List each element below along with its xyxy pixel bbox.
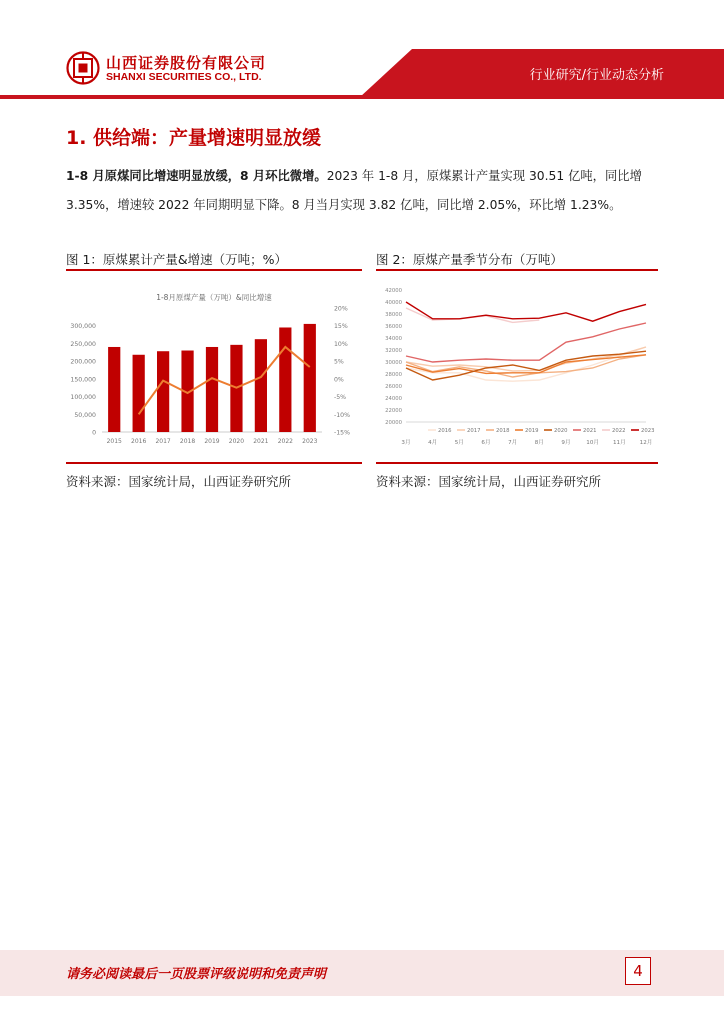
chart-2-ytick-label: 26000 bbox=[385, 384, 402, 391]
chart-1-bar bbox=[206, 347, 218, 432]
chart-1-xtick-label: 2020 bbox=[228, 438, 245, 445]
chart-1-y2tick-label: 15% bbox=[334, 323, 348, 331]
chart-1-xtick-label: 2022 bbox=[277, 438, 293, 445]
chart-1-y2tick-label: -15% bbox=[334, 429, 350, 437]
chart-2-xtick-label: 3月 bbox=[401, 440, 411, 446]
chart-1-ytick-label: 100,000 bbox=[70, 394, 96, 402]
section-title: 1. 供给端：产量增速明显放缓 bbox=[66, 127, 322, 149]
figure-1-top-rule bbox=[66, 269, 362, 271]
chart-2-ytick-label: 30000 bbox=[385, 360, 402, 367]
figure-2-bottom-rule bbox=[376, 462, 658, 464]
chart-2-legend-label: 2021 bbox=[583, 428, 597, 434]
figure-2-chart bbox=[376, 282, 658, 458]
chart-1-bar bbox=[279, 327, 291, 432]
page-number: 4 bbox=[625, 957, 651, 985]
figure-2-top-rule bbox=[376, 269, 658, 271]
chart-2-ytick-label: 28000 bbox=[385, 372, 402, 379]
report-type: 行业研究/行业动态分析 bbox=[529, 68, 664, 83]
figure-2-caption: 图 2：原煤产量季节分布（万吨） bbox=[376, 252, 563, 267]
chart-2-ytick-label: 34000 bbox=[385, 336, 402, 343]
chart-2-ytick-label: 38000 bbox=[385, 312, 402, 319]
chart-1-xtick-label: 2016 bbox=[131, 438, 147, 445]
chart-1-xtick-label: 2018 bbox=[179, 438, 196, 445]
chart-2-xtick-label: 6月 bbox=[481, 440, 491, 446]
chart-2-legend-label: 2023 bbox=[641, 428, 655, 434]
chart-1-y2tick-label: 0% bbox=[334, 376, 344, 384]
chart-2-ytick-label: 40000 bbox=[385, 300, 402, 307]
chart-1-xtick-label: 2015 bbox=[106, 438, 122, 445]
chart-1-ytick-label: 200,000 bbox=[70, 358, 96, 366]
chart-1-y2tick-label: 10% bbox=[334, 340, 348, 348]
chart-1-bar bbox=[157, 351, 169, 432]
chart-1-bar bbox=[133, 355, 145, 432]
figure-2-source: 资料来源：国家统计局，山西证券研究所 bbox=[376, 474, 602, 489]
paragraph-line-1 bbox=[66, 166, 642, 184]
header-rule bbox=[0, 95, 724, 99]
company-name-cn: 山西证券股份有限公司 bbox=[106, 54, 267, 72]
chart-1-y2tick-label: 5% bbox=[334, 358, 344, 366]
paragraph-lead: 1-8 月原煤同比增速明显放缓，8 月环比微增。 bbox=[66, 169, 327, 183]
figure-1-chart bbox=[66, 282, 362, 458]
chart-2-legend-label: 2017 bbox=[467, 428, 481, 434]
chart-1-xtick-label: 2023 bbox=[302, 438, 318, 445]
page-header bbox=[0, 0, 724, 100]
chart-1-y2tick-label: -10% bbox=[334, 411, 350, 419]
chart-1-xtick-label: 2017 bbox=[155, 438, 171, 445]
chart-2-ytick-label: 20000 bbox=[385, 420, 402, 427]
chart-1-title: 1-8月原煤产量（万吨）&同比增速 bbox=[156, 293, 272, 302]
chart-1-bar bbox=[304, 324, 316, 432]
chart-1-ytick-label: 150,000 bbox=[70, 376, 96, 384]
chart-2-xtick-label: 4月 bbox=[428, 440, 438, 446]
chart-1-bar bbox=[108, 347, 120, 432]
chart-1-bar bbox=[255, 339, 267, 432]
chart-2-ytick-label: 22000 bbox=[385, 408, 402, 415]
chart-2-ytick-label: 24000 bbox=[385, 396, 402, 403]
chart-1-ytick-label: 50,000 bbox=[74, 411, 96, 419]
chart-2-legend-label: 2020 bbox=[554, 428, 568, 434]
chart-2-series-line bbox=[406, 347, 646, 381]
footer-disclaimer[interactable]: 请务必阅读最后一页股票评级说明和免责声明 bbox=[66, 967, 327, 982]
chart-2-legend-label: 2022 bbox=[612, 428, 626, 434]
chart-2-xtick-label: 12月 bbox=[639, 440, 653, 446]
chart-2-xtick-label: 11月 bbox=[612, 440, 626, 446]
chart-2-xtick-label: 7月 bbox=[508, 440, 518, 446]
chart-2-series-line bbox=[406, 302, 646, 321]
chart-1-ytick-label: 250,000 bbox=[70, 340, 96, 348]
chart-2-xtick-label: 10月 bbox=[586, 440, 600, 446]
chart-2-legend-label: 2016 bbox=[438, 428, 452, 434]
chart-1-xtick-label: 2019 bbox=[204, 438, 220, 445]
figure-1-source: 资料来源：国家统计局，山西证券研究所 bbox=[66, 474, 292, 489]
chart-1-ytick-label: 300,000 bbox=[70, 323, 96, 331]
chart-1-y2tick-label: -5% bbox=[334, 394, 347, 402]
chart-1-xtick-label: 2021 bbox=[253, 438, 269, 445]
chart-2-ytick-label: 32000 bbox=[385, 348, 402, 355]
chart-2-ytick-label: 42000 bbox=[385, 288, 402, 295]
chart-1-ytick-label: 0 bbox=[92, 429, 96, 437]
chart-2-legend-label: 2019 bbox=[525, 428, 539, 434]
chart-2-xtick-label: 8月 bbox=[534, 440, 544, 446]
paragraph-text: 2023 年 1-8 月，原煤累计产量实现 30.51 亿吨，同比增 bbox=[326, 169, 642, 183]
chart-2-legend-label: 2018 bbox=[496, 428, 510, 434]
figure-1-caption: 图 1：原煤累计产量&增速（万吨；%） bbox=[66, 252, 288, 267]
paragraph-line-2: 3.35%，增速较 2022 年同期明显下降。8 月当月实现 3.82 亿吨，同比增 2.05%，环比增 1.23%。 bbox=[66, 198, 622, 212]
company-logo-icon bbox=[66, 51, 100, 85]
company-name-en: SHANXI SECURITIES CO., LTD. bbox=[106, 71, 262, 83]
figure-1-bottom-rule bbox=[66, 462, 362, 464]
chart-2-xtick-label: 5月 bbox=[454, 440, 464, 446]
chart-2-ytick-label: 36000 bbox=[385, 324, 402, 331]
chart-2-xtick-label: 9月 bbox=[561, 440, 571, 446]
chart-1-y2tick-label: 20% bbox=[334, 305, 348, 313]
